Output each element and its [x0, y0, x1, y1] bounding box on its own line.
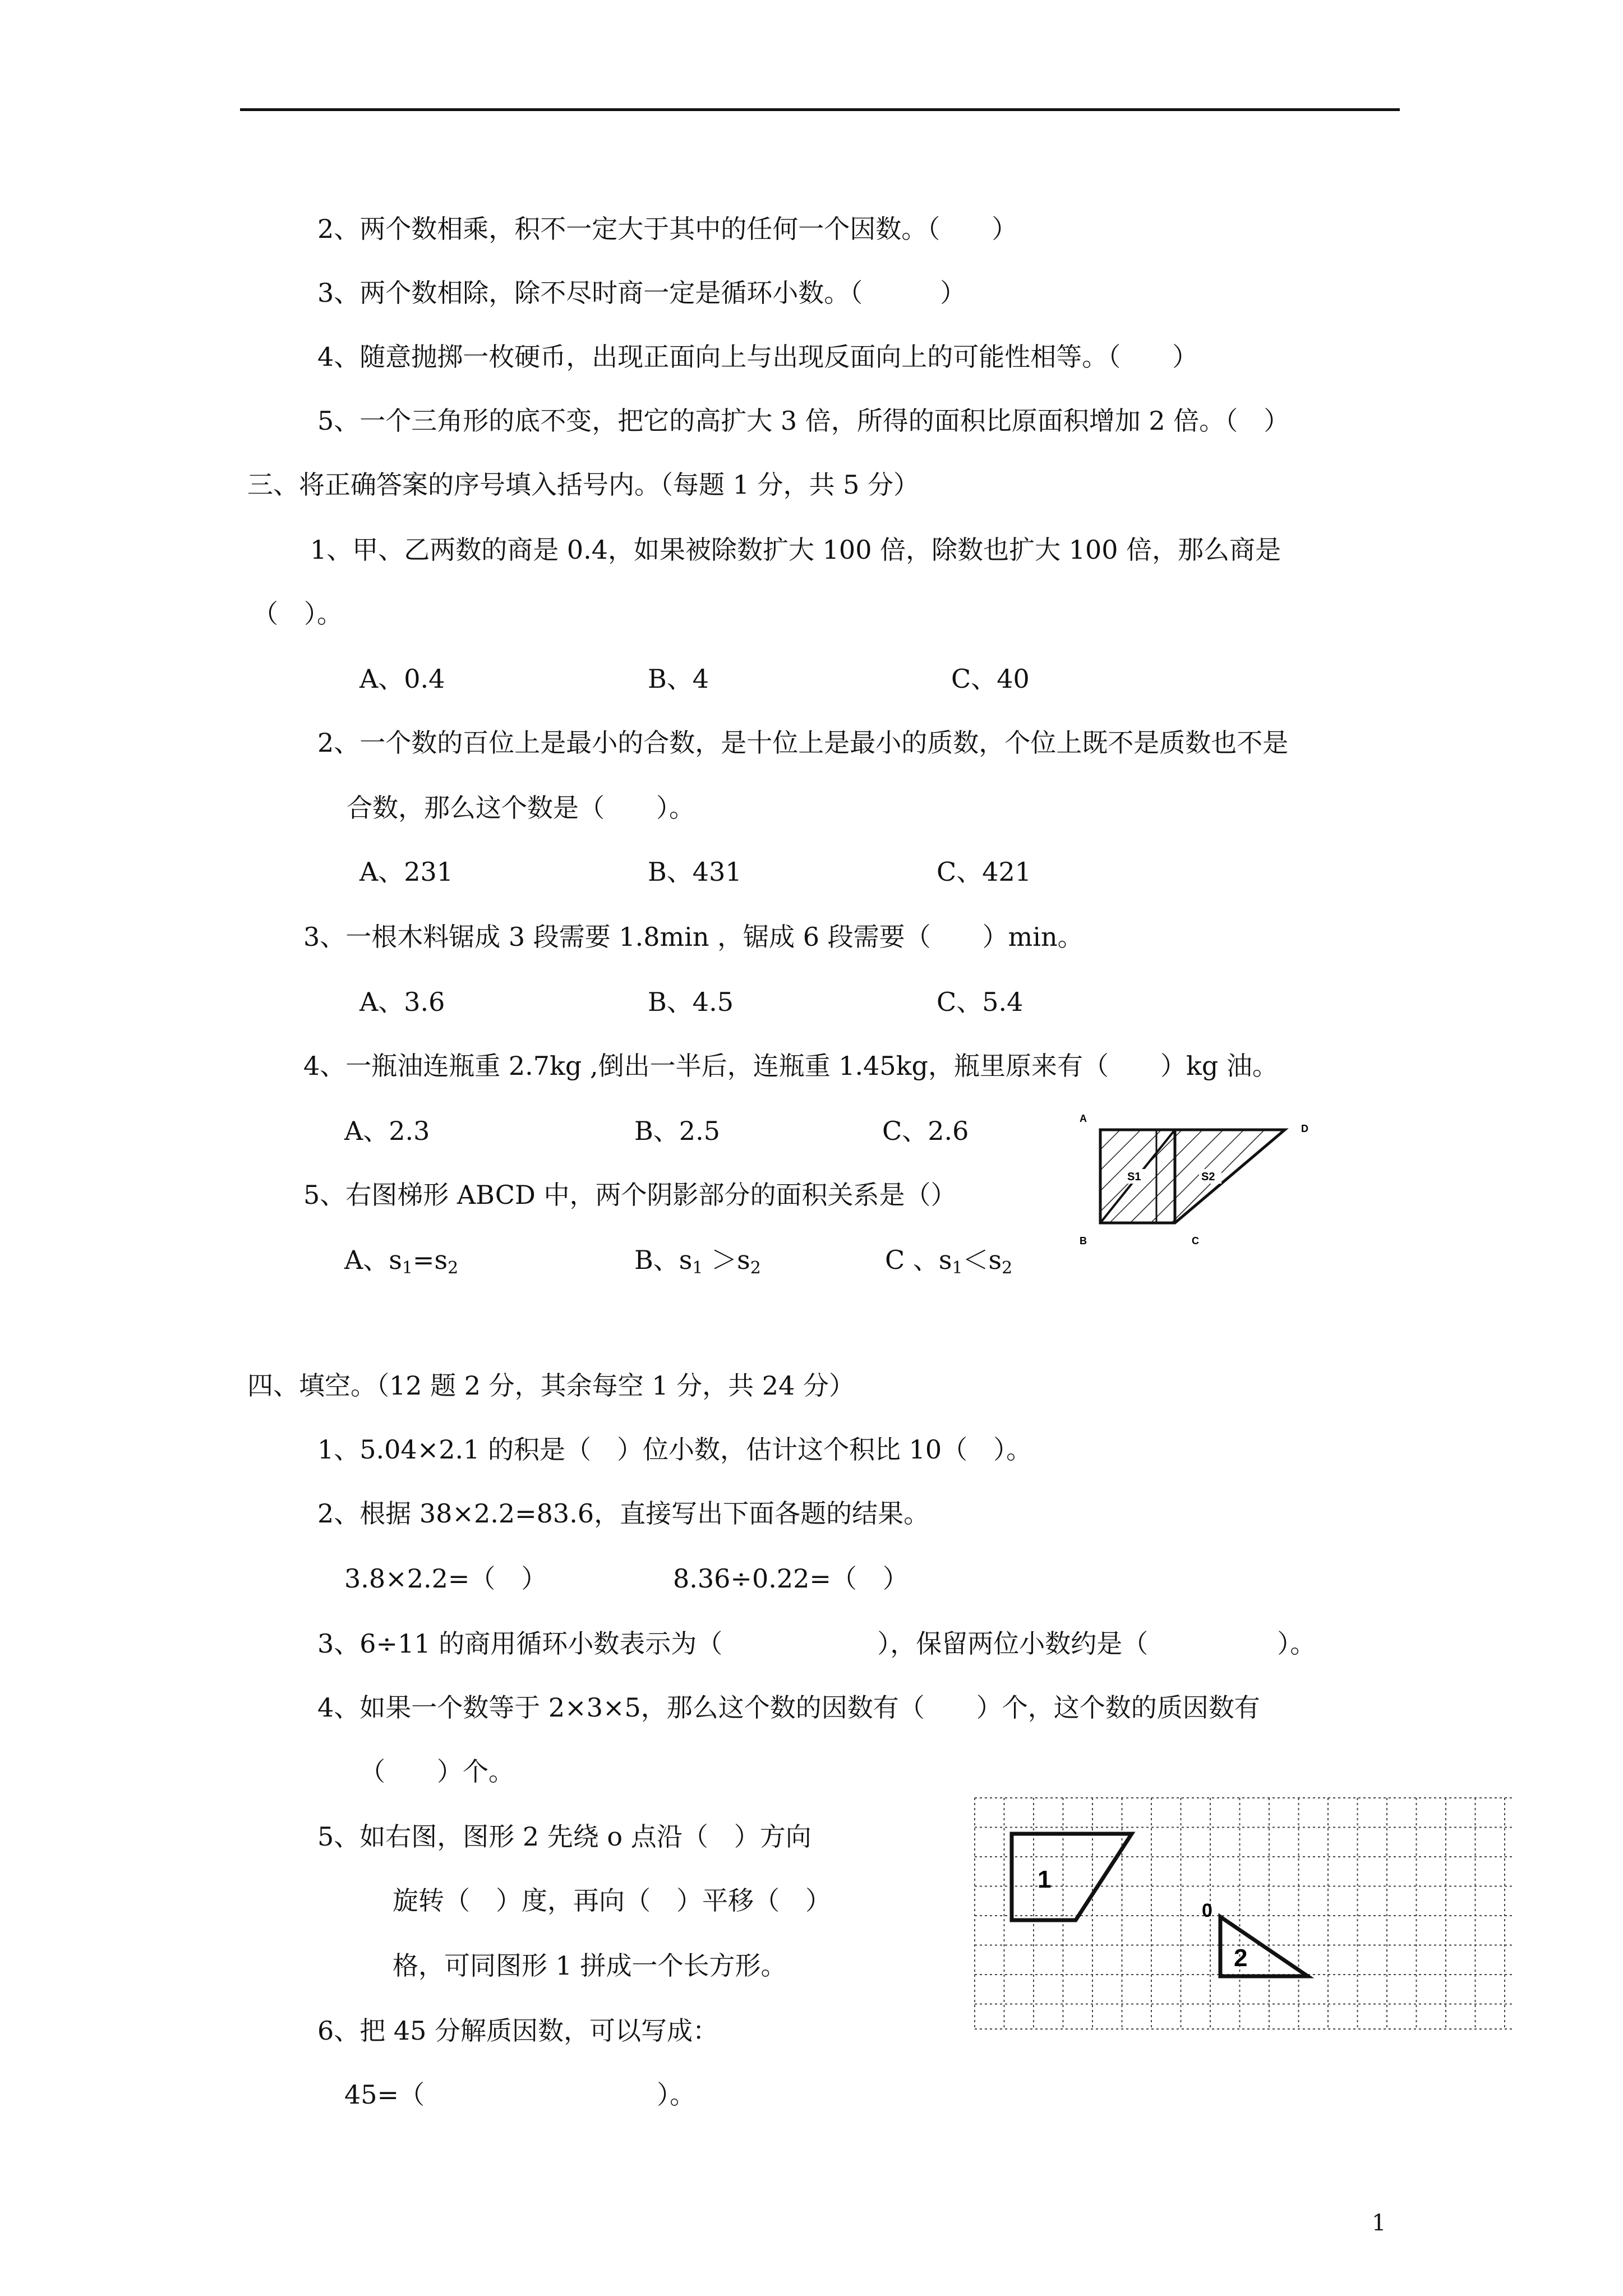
- shape-1-label: 1: [1038, 1866, 1052, 1893]
- section4-heading: 四、填空。（12 题 2 分，其余每空 1 分，共 24 分）: [247, 1370, 855, 1401]
- s4-q3: 3、6÷11 的商用循环小数表示为（ ），保留两位小数约是（ ）。: [317, 1628, 1316, 1659]
- s3-q1-option-b: B、4: [648, 664, 709, 694]
- s3-q4-line1: 4、一瓶油连瓶重 2.7kg ,倒出一半后，连瓶重 1.45kg，瓶里原来有（ ）kg 油。: [303, 1051, 1278, 1081]
- header-rule: [240, 108, 1400, 111]
- s3-q3-option-c: C、5.4: [937, 987, 1023, 1017]
- s3-q1-option-c: C、40: [951, 664, 1030, 694]
- judge-q3: 3、两个数相除，除不尽时商一定是循环小数。（ ）: [317, 278, 966, 308]
- label-s2: S2: [1201, 1171, 1215, 1183]
- rotation-grid-figure: [975, 1798, 1519, 2033]
- s3-q2-option-b: B、431: [648, 857, 742, 887]
- s4-q5-line3: 格，可同图形 1 拼成一个长方形。: [393, 1950, 787, 1981]
- s4-q2: 2、根据 38×2.2=83.6，直接写出下面各题的结果。: [317, 1498, 930, 1529]
- shape-2-label: 2: [1234, 1944, 1248, 1972]
- s3-q5-option-c: C 、$s_1<s_2$: [885, 1245, 1013, 1278]
- s3-q5-option-a: A、$s_1=s_2$: [344, 1245, 459, 1278]
- s4-q5-line2: 旋转（ ）度，再向（ ）平移（ ）: [393, 1885, 831, 1916]
- s3-q1-line2: （ ）。: [252, 599, 343, 629]
- s3-q4-option-c: C、2.6: [882, 1116, 969, 1146]
- s4-q6-line2: 45=（ ）。: [344, 2079, 696, 2110]
- s3-q5-line1: 5、右图梯形 ABCD 中，两个阴影部分的面积关系是（）: [303, 1180, 957, 1210]
- judge-q2: 2、两个数相乘，积不一定大于其中的任何一个因数。（ ）: [317, 214, 1018, 244]
- s4-q1: 1、5.04×2.1 的积是（ ）位小数，估计这个积比 10（ ）。: [317, 1434, 1032, 1465]
- label-s1: S1: [1127, 1171, 1141, 1183]
- s3-q2-option-c: C、421: [937, 857, 1031, 887]
- s4-q6-line1: 6、把 45 分解质因数，可以写成：: [317, 2016, 719, 2046]
- s3-q1-line1: 1、甲、乙两数的商是 0.4，如果被除数扩大 100 倍，除数也扩大 100 倍，那么商是: [310, 535, 1281, 565]
- judge-q4: 4、随意抛掷一枚硬币，出现正面向上与出现反面向上的可能性相等。（ ）: [317, 342, 1198, 372]
- s4-q4-line2: （ ）个。: [359, 1756, 514, 1787]
- s3-q3-option-b: B、4.5: [648, 987, 734, 1017]
- label-b: B: [1080, 1235, 1087, 1246]
- s3-q3-option-a: A、3.6: [359, 987, 445, 1017]
- s4-q4-line1: 4、如果一个数等于 2×3×5，那么这个数的因数有（ ）个，这个数的质因数有: [317, 1692, 1260, 1723]
- s4-q2a: 3.8×2.2=（ ）: [344, 1563, 547, 1594]
- s3-q2-option-a: A、231: [359, 857, 454, 887]
- trapezoid-figure: [1077, 1111, 1312, 1262]
- s3-q4-option-b: B、2.5: [634, 1116, 720, 1146]
- judge-q5: 5、一个三角形的底不变，把它的高扩大 3 倍，所得的面积比原面积增加 2 倍。（ ）: [317, 406, 1290, 436]
- s3-q3-line1: 3、一根木料锯成 3 段需要 1.8min ，锯成 6 段需要（ ）min。: [303, 922, 1083, 952]
- shape-1: [1012, 1834, 1132, 1920]
- label-a: A: [1080, 1113, 1087, 1124]
- s3-q5-option-b: B、$s_1 >s_2$: [634, 1245, 761, 1278]
- s3-q2-line2: 合数，那么这个数是（ ）。: [347, 793, 695, 823]
- s3-q1-option-a: A、0.4: [359, 664, 445, 694]
- section3-heading: 三、将正确答案的序号填入括号内。（每题 1 分，共 5 分）: [247, 470, 920, 500]
- s3-q2-line1: 2、一个数的百位上是最小的合数，是十位上是最小的质数，个位上既不是质数也不是: [317, 728, 1289, 758]
- label-c: C: [1192, 1235, 1199, 1246]
- s4-q2b: 8.36÷0.22=（ ）: [673, 1563, 909, 1594]
- page-number: 1: [1372, 2210, 1386, 2236]
- s4-q5-line1: 5、如右图，图形 2 先绕 o 点沿（ ）方向: [317, 1821, 811, 1852]
- point-o-label: 0: [1202, 1900, 1212, 1921]
- s3-q4-option-a: A、2.3: [344, 1116, 430, 1146]
- label-d: D: [1301, 1123, 1308, 1134]
